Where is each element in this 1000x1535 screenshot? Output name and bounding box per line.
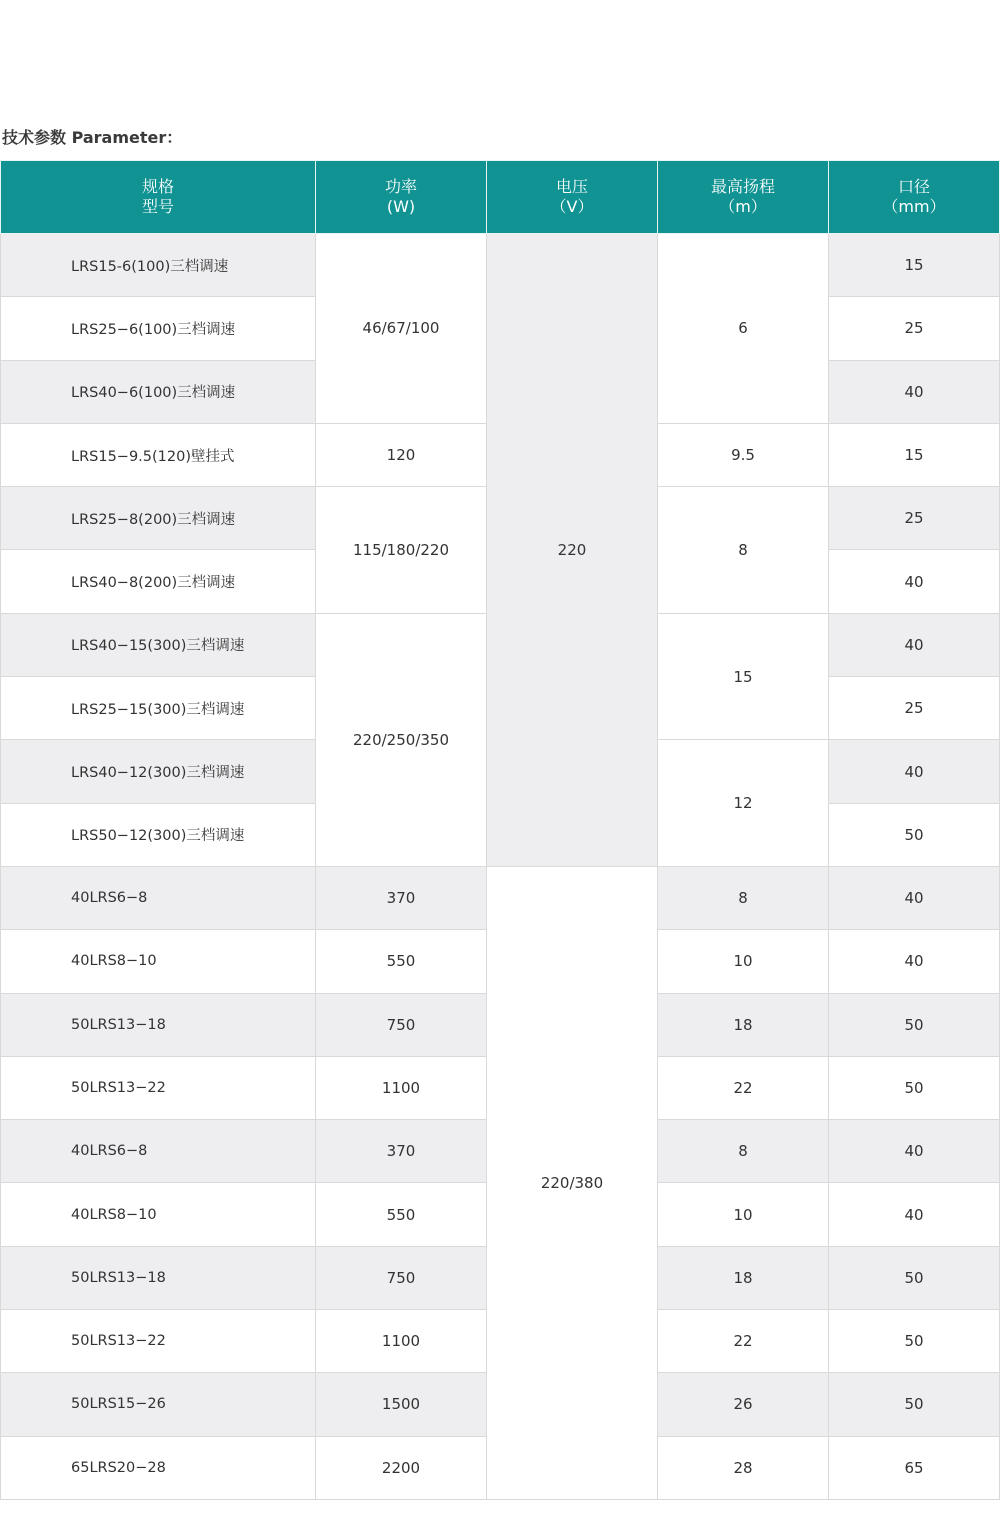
model-cell: LRS40−6(100)三档调速 [1,360,316,423]
power-cell: 750 [316,993,487,1056]
power-cell: 46/67/100 [316,234,487,424]
head-cell: 18 [658,1246,829,1309]
diameter-cell: 25 [829,297,1000,360]
diameter-cell: 40 [829,1120,1000,1183]
model-cell: 50LRS13−22 [1,1056,316,1119]
parameter-table [0,160,1000,1500]
head-cell: 10 [658,1183,829,1246]
model-cell: 50LRS13−18 [1,993,316,1056]
header-diameter: 口径 （mm） [829,161,1000,234]
model-cell: LRS15−9.5(120)壁挂式 [1,423,316,486]
model-cell: 40LRS8−10 [1,930,316,993]
head-cell: 9.5 [658,423,829,486]
model-cell: LRS40−12(300)三档调速 [1,740,316,803]
power-cell: 550 [316,930,487,993]
model-cell: LRS15-6(100)三档调速 [1,234,316,297]
diameter-cell: 15 [829,423,1000,486]
header-voltage: 电压 （V） [487,161,658,234]
head-cell: 28 [658,1436,829,1499]
diameter-cell: 50 [829,1056,1000,1119]
diameter-cell: 40 [829,613,1000,676]
diameter-cell: 40 [829,1183,1000,1246]
power-cell: 1100 [316,1056,487,1119]
head-cell: 18 [658,993,829,1056]
diameter-cell: 40 [829,360,1000,423]
power-cell: 550 [316,1183,487,1246]
model-cell: LRS25−6(100)三档调速 [1,297,316,360]
voltage-cell: 220 [487,234,658,867]
head-cell: 10 [658,930,829,993]
diameter-cell: 50 [829,803,1000,866]
power-cell: 750 [316,1246,487,1309]
diameter-cell: 65 [829,1436,1000,1499]
model-cell: 40LRS8−10 [1,1183,316,1246]
head-cell: 22 [658,1056,829,1119]
model-cell: LRS40−8(200)三档调速 [1,550,316,613]
section-title: 技术参数 Parameter： [2,128,183,147]
diameter-cell: 25 [829,677,1000,740]
table-row [1,866,1000,929]
power-cell: 370 [316,866,487,929]
diameter-cell: 50 [829,1373,1000,1436]
power-cell: 115/180/220 [316,487,487,614]
model-cell: 50LRS15−26 [1,1373,316,1436]
head-cell: 8 [658,487,829,614]
head-cell: 8 [658,866,829,929]
voltage-cell: 220/380 [487,866,658,1499]
head-cell: 12 [658,740,829,867]
diameter-cell: 50 [829,1246,1000,1309]
model-cell: 50LRS13−22 [1,1310,316,1373]
diameter-cell: 25 [829,487,1000,550]
diameter-cell: 40 [829,930,1000,993]
header-head: 最高扬程 （m） [658,161,829,234]
table-row [1,234,1000,297]
model-cell: LRS25−8(200)三档调速 [1,487,316,550]
head-cell: 22 [658,1310,829,1373]
power-cell: 370 [316,1120,487,1183]
model-cell: 40LRS6−8 [1,866,316,929]
head-cell: 8 [658,1120,829,1183]
header-power: 功率 (W) [316,161,487,234]
diameter-cell: 50 [829,1310,1000,1373]
model-cell: 40LRS6−8 [1,1120,316,1183]
power-cell: 1100 [316,1310,487,1373]
model-cell: LRS40−15(300)三档调速 [1,613,316,676]
table-header-row [1,161,1000,234]
power-cell: 2200 [316,1436,487,1499]
diameter-cell: 50 [829,993,1000,1056]
head-cell: 26 [658,1373,829,1436]
diameter-cell: 40 [829,550,1000,613]
head-cell: 15 [658,613,829,740]
model-cell: 65LRS20−28 [1,1436,316,1499]
power-cell: 220/250/350 [316,613,487,866]
power-cell: 120 [316,423,487,486]
model-cell: LRS50−12(300)三档调速 [1,803,316,866]
diameter-cell: 40 [829,740,1000,803]
header-model: 规格 型号 [1,161,316,234]
head-cell: 6 [658,234,829,424]
diameter-cell: 15 [829,234,1000,297]
model-cell: 50LRS13−18 [1,1246,316,1309]
diameter-cell: 40 [829,866,1000,929]
model-cell: LRS25−15(300)三档调速 [1,677,316,740]
power-cell: 1500 [316,1373,487,1436]
